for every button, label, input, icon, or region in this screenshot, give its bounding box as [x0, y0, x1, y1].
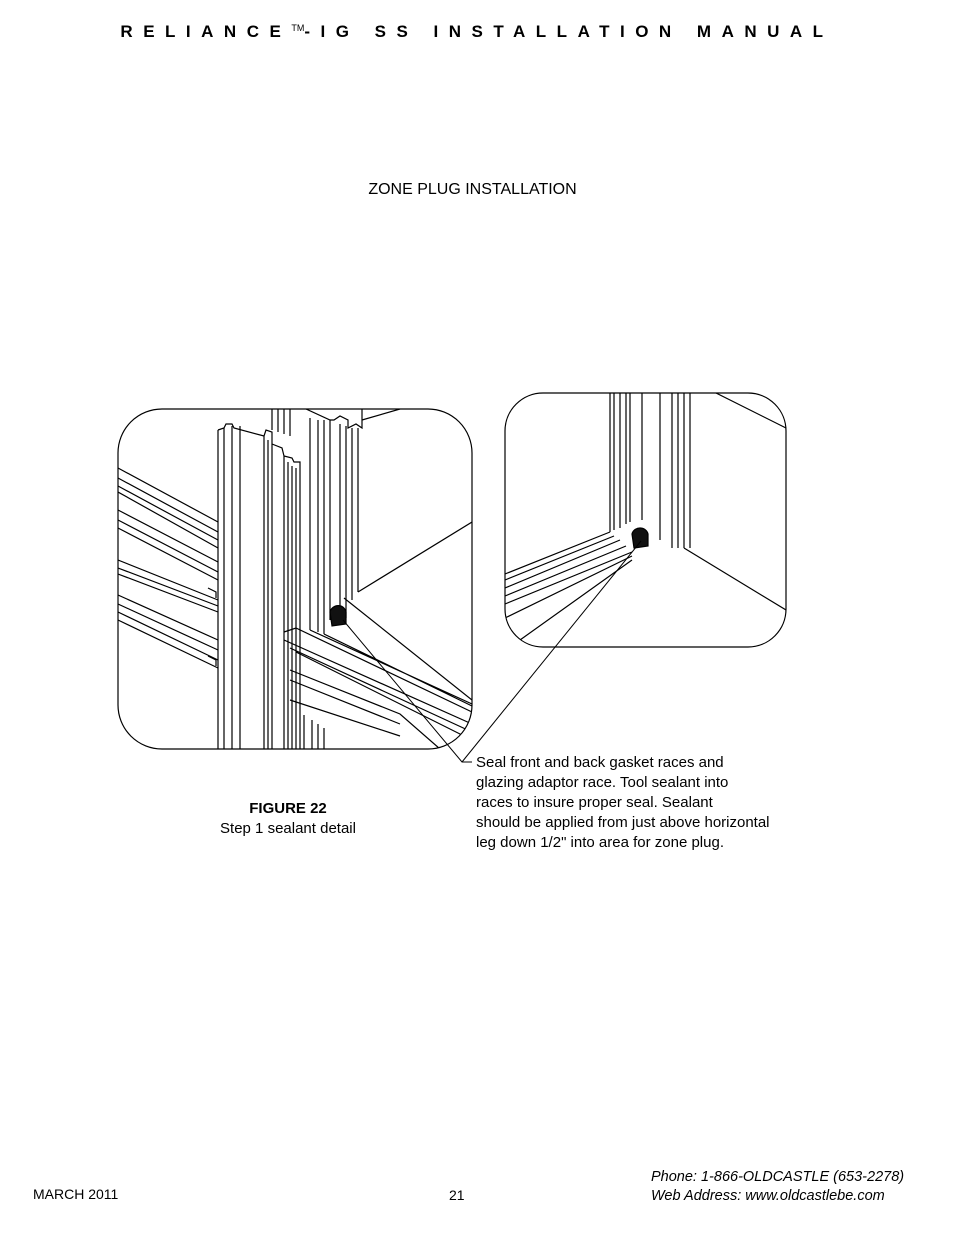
- right-sealant-bead: [632, 528, 648, 548]
- right-glass-corner: [684, 393, 786, 610]
- left-lower-rails: [284, 628, 472, 749]
- figure-caption-text: Step 1 sealant detail: [220, 820, 356, 837]
- left-glass-pane: [344, 522, 472, 700]
- footer-contact: [651, 1168, 904, 1206]
- figure-caption: [188, 799, 388, 839]
- manual-title: -IG SS INSTALLATION MANUAL: [304, 22, 834, 41]
- note-line: glazing adaptor race. Tool sealant into: [476, 774, 729, 791]
- right-detail-view: [505, 393, 786, 640]
- trademark-mark: TM: [291, 23, 305, 33]
- sealant-callout-note: [476, 753, 816, 853]
- left-detail-frame: [118, 409, 472, 749]
- left-vertical-mullion: [218, 409, 300, 749]
- right-detail-frame: [505, 393, 786, 647]
- note-line: Seal front and back gasket races and: [476, 754, 724, 771]
- section-title: ZONE PLUG INSTALLATION: [368, 181, 577, 198]
- left-sealant-bead: [330, 606, 346, 626]
- footer-date: MARCH 2011: [33, 1186, 119, 1202]
- footer-web: Web Address: www.oldcastlebe.com: [651, 1188, 885, 1204]
- right-vertical-frame: [610, 393, 690, 548]
- note-line: should be applied from just above horizontal: [476, 814, 770, 831]
- note-line: races to insure proper seal. Sealant: [476, 794, 713, 811]
- note-line: leg down 1/2" into area for zone plug.: [476, 834, 724, 851]
- left-back-mullion: [306, 409, 400, 634]
- figure-label: FIGURE 22: [249, 800, 327, 817]
- left-horizontal-rails: [118, 468, 218, 668]
- page-number: 21: [449, 1187, 465, 1203]
- brand-name: RELIANCE: [120, 22, 292, 41]
- footer-phone: Phone: 1-866-OLDCASTLE (653-2278): [651, 1169, 905, 1185]
- right-sill-rails: [505, 532, 632, 640]
- left-detail-view: [118, 409, 472, 749]
